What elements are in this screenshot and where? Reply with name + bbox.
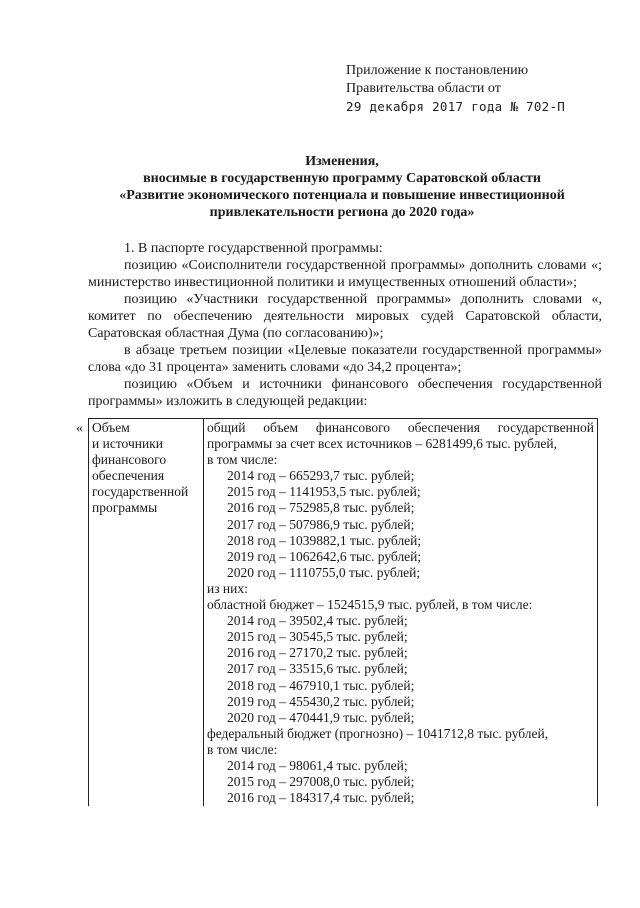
regional-budget-line: областной бюджет – 1524515,9 тыс. рублей, в том числе: — [207, 597, 533, 613]
title-line-3: «Развитие экономического потенциала и повышение инвестиционной — [119, 188, 565, 203]
left-line: обеспечения — [92, 468, 165, 484]
total-year-line: 2016 год – 752985,8 тыс. рублей; — [227, 500, 415, 516]
header-line-2: Правительства области от — [346, 81, 501, 96]
opening-quote: « — [76, 421, 83, 436]
total-year-line: 2015 год – 1141953,5 тыс. рублей; — [227, 484, 421, 500]
appendix-header — [346, 62, 565, 116]
paragraph-2: позицию «Соисполнители государственной программы» дополнить словами «; министерство инвестиционной политики и имущественных отношений области»; — [88, 258, 602, 290]
regional-year-line: 2019 год – 455430,2 тыс. рублей; — [227, 693, 415, 709]
paragraph-5: позицию «Объем и источники финансового обеспечения государственной программы» изложить в следующей редакции: — [88, 377, 602, 409]
title-line-1: Изменения, — [305, 154, 379, 169]
paragraph-1: 1. В паспорте государственной программы: — [124, 241, 383, 256]
regional-year-line: 2020 год – 470441,9 тыс. рублей; — [227, 709, 415, 725]
left-line: Объем — [92, 420, 130, 435]
funding-table — [88, 418, 598, 806]
left-line: финансового — [92, 452, 167, 468]
title-line-4: привлекательности региона до 2020 года» — [209, 205, 475, 220]
document-title — [82, 153, 602, 221]
total-year-line: 2019 год – 1062642,6 тыс. рублей; — [227, 548, 422, 564]
funding-details-cell — [204, 419, 598, 807]
regional-year-line: 2014 год – 39502,4 тыс. рублей; — [227, 613, 408, 629]
title-line-2: вносимые в государственную программу Саратовской области — [143, 171, 541, 186]
federal-year-line: 2014 год – 98061,4 тыс. рублей; — [227, 757, 408, 773]
regional-year-line: 2016 год – 27170,2 тыс. рублей; — [227, 645, 408, 661]
document-body — [88, 240, 602, 410]
of-them-line: из них: — [207, 580, 248, 596]
regional-year-line: 2018 год – 467910,1 тыс. рублей; — [227, 677, 415, 693]
total-year-line: 2020 год – 1110755,0 тыс. рублей; — [227, 564, 421, 580]
header-line-1: Приложение к постановлению — [346, 63, 529, 78]
position-name-cell — [89, 419, 204, 807]
left-line: программы — [92, 500, 158, 516]
federal-year-line: 2015 год – 297008,0 тыс. рублей; — [227, 774, 415, 790]
intro-line: общий объем финансового обеспечения государственной — [207, 420, 594, 435]
left-line: государственной — [92, 484, 189, 500]
federal-year-line: 2016 год – 184317,4 тыс. рублей; — [227, 790, 415, 806]
regional-year-line: 2017 год – 33515,6 тыс. рублей; — [227, 661, 408, 677]
federal-budget-line: в том числе: — [207, 741, 278, 757]
funding-table-block — [76, 418, 604, 908]
date-stamp: 29 декабря 2017 года № 702-П — [346, 99, 566, 114]
table-row — [89, 419, 598, 807]
federal-budget-line: федеральный бюджет (прогнозно) – 1041712,8 тыс. рублей, — [207, 725, 549, 741]
total-year-line: 2017 год – 507986,9 тыс. рублей; — [227, 516, 415, 532]
regional-year-line: 2015 год – 30545,5 тыс. рублей; — [227, 629, 408, 645]
paragraph-4: в абзаце третьем позиции «Целевые показатели государственной программы» слова «до 31 процента» заменить словами «до 34,2 процента»; — [88, 343, 602, 375]
total-year-line: 2014 год – 665293,7 тыс. рублей; — [227, 468, 415, 484]
intro-line: программы за счет всех источников – 6281499,6 тыс. рублей, — [207, 436, 557, 452]
intro-line: в том числе: — [207, 452, 278, 468]
total-year-line: 2018 год – 1039882,1 тыс. рублей; — [227, 532, 422, 548]
paragraph-3: позицию «Участники государственной программы» дополнить словами «, комитет по обеспечению деятельности мировых судей Саратовской области, Саратовская областная Дума (по согласованию)»; — [88, 292, 602, 341]
left-line: и источники — [92, 436, 163, 452]
